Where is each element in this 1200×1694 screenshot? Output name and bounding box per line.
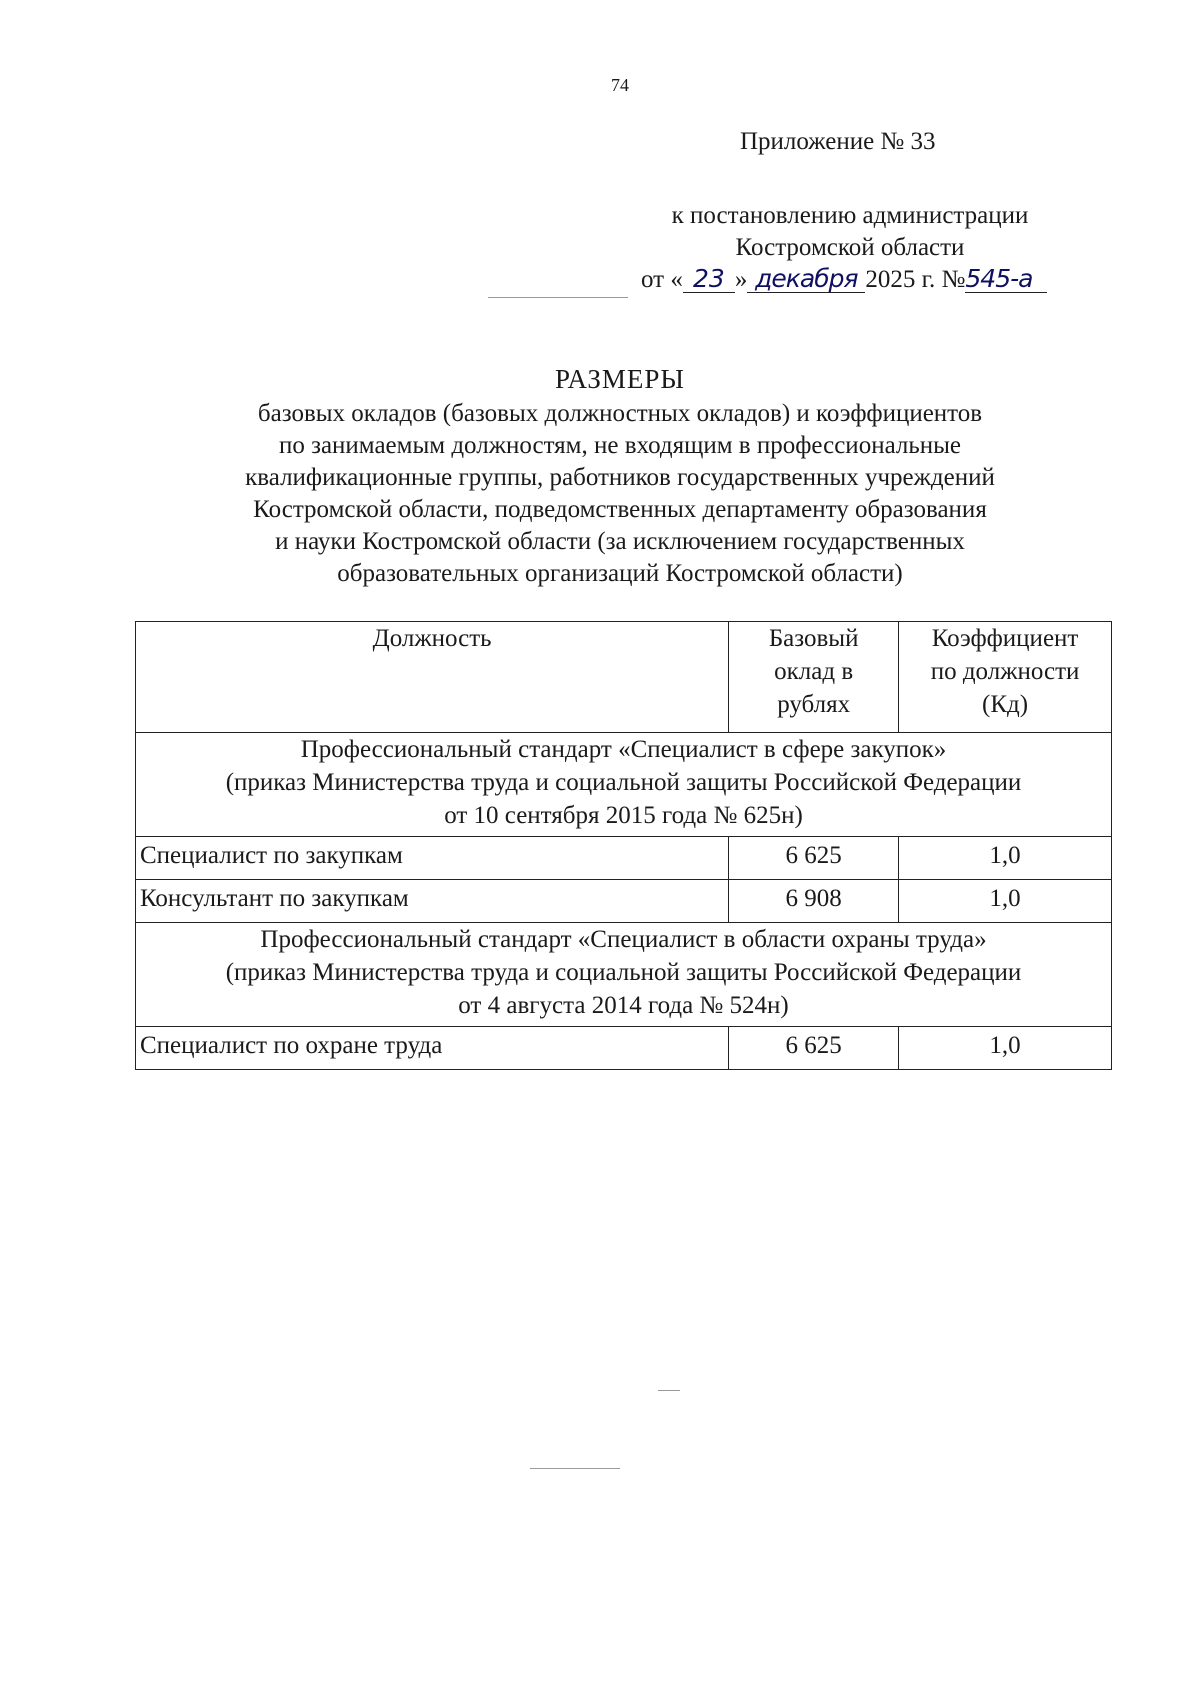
table-row: [136, 880, 1112, 923]
section-heading: [136, 733, 1112, 837]
subtitle-line: базовых окладов (базовых должностных окладов) и коэффициентов: [257, 400, 983, 427]
handwritten-day: 23: [683, 266, 735, 293]
header-salary-line: оклад в: [774, 658, 854, 685]
document-subtitle: [170, 398, 1070, 590]
subtitle-line: образовательных организаций Костромской области): [337, 560, 903, 587]
header-coefficient: [899, 622, 1112, 733]
scan-artifact-dash: [488, 297, 628, 298]
section-heading-row: [136, 733, 1112, 837]
appendix-title: Приложение № 33: [740, 128, 936, 155]
subtitle-line: по занимаемым должностям, не входящим в профессиональные: [278, 432, 962, 459]
page-number: 74: [611, 75, 629, 95]
document-title: РАЗМЕРЫ: [555, 364, 685, 394]
cell-salary: 6 908: [729, 880, 899, 923]
header-salary-line: рублях: [777, 691, 851, 718]
date-prefix: от «: [641, 266, 683, 293]
cell-position: Специалист по закупкам: [136, 837, 729, 880]
scan-artifact-dash: [530, 1468, 620, 1469]
handwritten-month: декабря: [747, 266, 865, 293]
salary-table: [135, 621, 1112, 1070]
section-heading-line: от 10 сентября 2015 года № 625н): [444, 802, 803, 829]
section-heading-line: (приказ Министерства труда и социальной защиты Российской Федерации: [225, 769, 1022, 796]
header-coef-line: (Кд): [982, 691, 1029, 718]
section-heading-line: (приказ Министерства труда и социальной защиты Российской Федерации: [225, 959, 1022, 986]
cell-position: Специалист по охране труда: [136, 1027, 729, 1070]
table-row: [136, 837, 1112, 880]
subtitle-line: квалификационные группы, работников государственных учреждений: [245, 464, 995, 491]
cell-coefficient: 1,0: [899, 880, 1112, 923]
subtitle-line: и науки Костромской области (за исключением государственных: [275, 528, 965, 555]
section-heading: [136, 923, 1112, 1027]
cell-coefficient: 1,0: [899, 837, 1112, 880]
handwritten-number: 545-а: [965, 266, 1047, 293]
header-position: Должность: [136, 622, 729, 733]
cell-position: Консультант по закупкам: [136, 880, 729, 923]
date-year: 2025 г. №: [865, 266, 966, 293]
table-row: [136, 1027, 1112, 1070]
section-heading-line: Профессиональный стандарт «Специалист в сфере закупок»: [300, 736, 947, 763]
subtitle-line: Костромской области, подведомственных департаменту образования: [253, 496, 987, 523]
decree-line-2: Костромской области: [735, 234, 965, 261]
header-salary-line: Базовый: [768, 625, 859, 652]
decree-reference: [640, 200, 1060, 264]
section-heading-line: от 4 августа 2014 года № 524н): [458, 992, 789, 1019]
cell-coefficient: 1,0: [899, 1027, 1112, 1070]
section-heading-line: Профессиональный стандарт «Специалист в области охраны труда»: [260, 926, 987, 953]
decree-date-line: [641, 266, 1047, 294]
date-mid: »: [734, 266, 748, 293]
section-heading-row: [136, 923, 1112, 1027]
header-coef-line: по должности: [930, 658, 1080, 685]
header-coef-line: Коэффициент: [931, 625, 1079, 652]
header-salary: [729, 622, 899, 733]
cell-salary: 6 625: [729, 837, 899, 880]
table-header-row: [136, 622, 1112, 733]
scan-artifact-dash: [658, 1390, 680, 1391]
cell-salary: 6 625: [729, 1027, 899, 1070]
decree-line-1: к постановлению администрации: [671, 202, 1029, 229]
